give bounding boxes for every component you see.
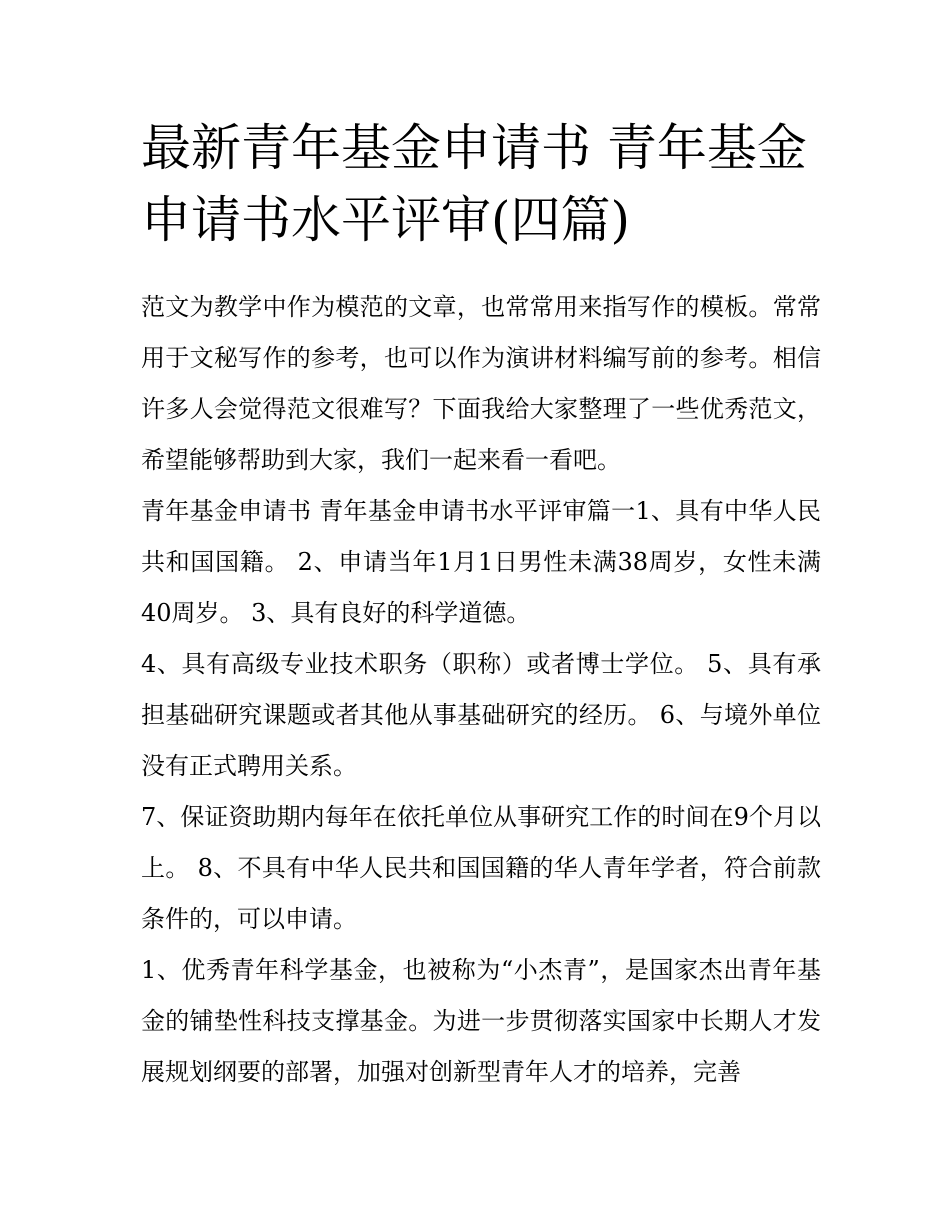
document-body <box>141 282 821 1098</box>
paragraph-requirements-1: 青年基金申请书 青年基金申请书水平评审篇一1、具有中华人民共和国国籍。 2、申请当年1月1日男性未满38周岁，女性未满40周岁。 3、具有良好的科学道德。 <box>141 497 821 627</box>
paragraph-requirements-3: 7、保证资助期内每年在依托单位从事研究工作的时间在9个月以上。 8、不具有中华人民共和国国籍的华人青年学者，符合前款条件的，可以申请。 <box>141 803 821 933</box>
document-title: 最新青年基金申请书 青年基金申请书水平评审(四篇) <box>141 119 807 249</box>
paragraph-requirements-2: 4、具有高级专业技术职务（职称）或者博士学位。 5、具有承担基础研究课题或者其他从事基础研究的经历。 6、与境外单位没有正式聘用关系。 <box>141 650 821 780</box>
paragraph-fund-description: 1、优秀青年科学基金，也被称为“小杰青”，是国家杰出青年基金的铺垫性科技支撑基金。为进一步贯彻落实国家中长期人才发展规划纲要的部署，加强对创新型青年人才的培养，完善 <box>141 956 821 1086</box>
paragraph-intro: 范文为教学中作为模范的文章，也常常用来指写作的模板。常常用于文秘写作的参考，也可以作为演讲材料编写前的参考。相信许多人会觉得范文很难写？下面我给大家整理了一些优秀范文，希望能够帮助到大家，我们一起来看一看吧。 <box>141 293 821 474</box>
